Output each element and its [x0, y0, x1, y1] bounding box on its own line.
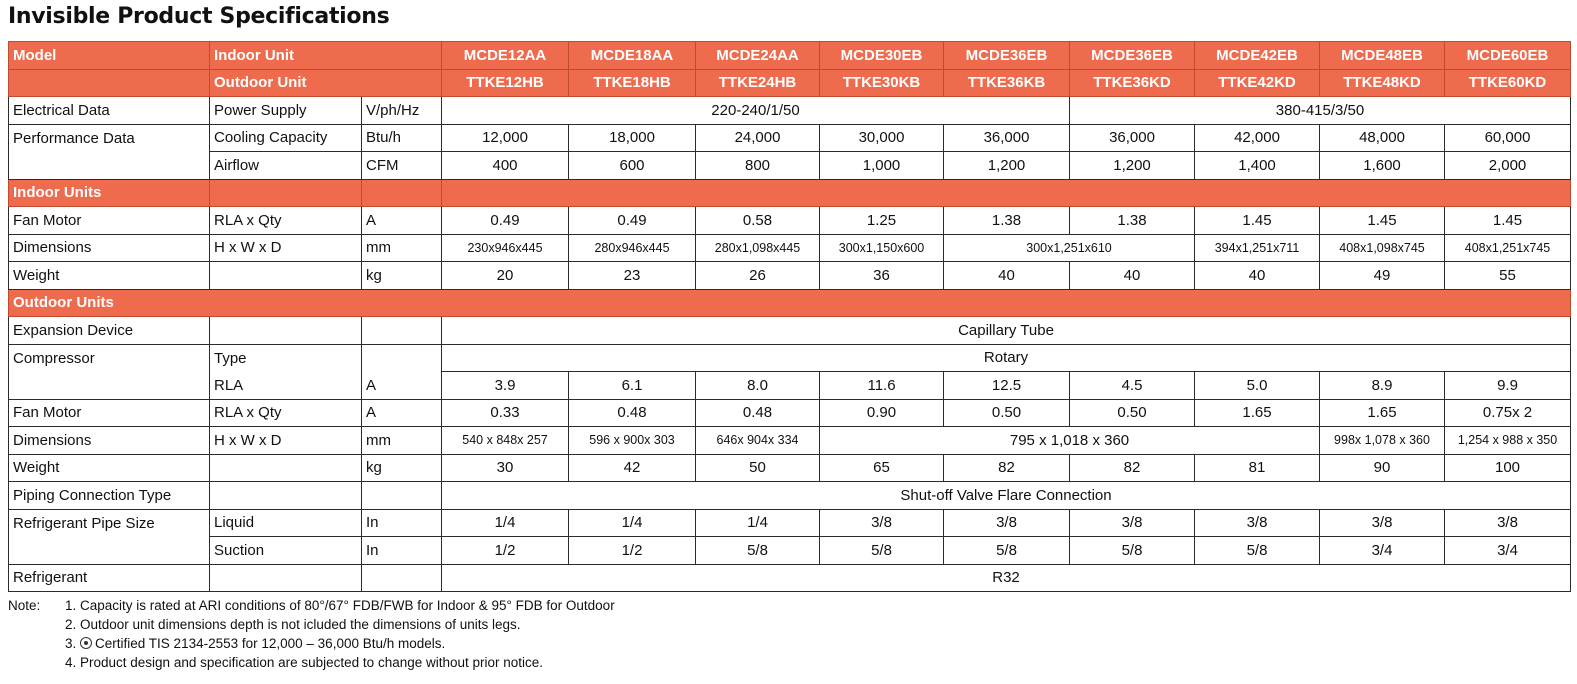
- table-cell: 408x1,098x745: [1320, 234, 1445, 262]
- table-cell: 1,000: [820, 152, 944, 180]
- table-cell: 230x946x445: [442, 234, 569, 262]
- section-header-indoor: [9, 179, 1571, 207]
- row-param-blank: [210, 454, 362, 482]
- table-cell: 540 x 848x 257: [442, 427, 569, 455]
- section-blank: [442, 179, 1571, 207]
- indoor-model: MCDE36EB: [1070, 42, 1195, 70]
- table-cell: 26: [696, 262, 820, 290]
- table-cell: 0.75x 2: [1445, 399, 1571, 427]
- table-cell: 1,200: [1070, 152, 1195, 180]
- row-unit: In: [362, 509, 442, 537]
- row-unit: V/ph/Hz: [362, 97, 442, 125]
- table-cell: 0.48: [696, 399, 820, 427]
- table-cell: 280x946x445: [569, 234, 696, 262]
- table-cell: 394x1,251x711: [1195, 234, 1320, 262]
- table-cell: 3/8: [1195, 509, 1320, 537]
- indoor-model: MCDE42EB: [1195, 42, 1320, 70]
- outdoor-unit-label: Outdoor Unit: [210, 69, 442, 97]
- row-param: Cooling Capacity: [210, 124, 362, 152]
- row-label: Refrigerant: [9, 564, 210, 592]
- table-cell: 0.49: [442, 207, 569, 235]
- table-cell: 1.25: [820, 207, 944, 235]
- table-cell: 20: [442, 262, 569, 290]
- table-cell: 1.45: [1445, 207, 1571, 235]
- row-param-blank: [210, 482, 362, 510]
- table-cell: 1.38: [1070, 207, 1195, 235]
- row-label: Electrical Data: [9, 97, 210, 125]
- notes: [8, 596, 615, 672]
- table-cell: 0.33: [442, 399, 569, 427]
- row-unit: In: [362, 537, 442, 565]
- table-cell: 9.9: [1445, 372, 1571, 400]
- indoor-unit-label: Indoor Unit: [210, 42, 442, 70]
- table-cell: 380-415/3/50: [1070, 97, 1571, 125]
- table-cell: 30,000: [820, 124, 944, 152]
- table-cell: 300x1,150x600: [820, 234, 944, 262]
- spec-table: [8, 41, 1571, 592]
- row-param: Liquid: [210, 509, 362, 537]
- table-cell: Capillary Tube: [442, 317, 1571, 345]
- table-cell: 60,000: [1445, 124, 1571, 152]
- table-cell: 5/8: [1195, 537, 1320, 565]
- table-cell: 12,000: [442, 124, 569, 152]
- model-label-blank: [9, 69, 210, 97]
- row-param-blank: [210, 262, 362, 290]
- table-cell: 8.9: [1320, 372, 1445, 400]
- table-cell: 82: [944, 454, 1070, 482]
- table-cell: 82: [1070, 454, 1195, 482]
- row-unit: A: [362, 399, 442, 427]
- outdoor-model: TTKE60KD: [1445, 69, 1571, 97]
- table-cell: 24,000: [696, 124, 820, 152]
- table-cell: 646x 904x 334: [696, 427, 820, 455]
- note-number: 3.: [65, 636, 77, 651]
- table-row: [9, 262, 1571, 290]
- table-cell: 300x1,251x610: [944, 234, 1195, 262]
- table-cell: 3/8: [820, 509, 944, 537]
- table-cell: Shut-off Valve Flare Connection: [442, 482, 1571, 510]
- row-param: H x W x D: [210, 427, 362, 455]
- row-unit: A: [362, 372, 442, 400]
- indoor-model: MCDE60EB: [1445, 42, 1571, 70]
- table-cell: 36,000: [1070, 124, 1195, 152]
- row-unit: Btu/h: [362, 124, 442, 152]
- table-cell: 3/4: [1320, 537, 1445, 565]
- row-param: RLA x Qty: [210, 207, 362, 235]
- row-unit: mm: [362, 234, 442, 262]
- note-item: 1. Capacity is rated at ARI conditions of 80°/67° FDB/FWB for Indoor & 95° FDB for Outdoor: [65, 598, 615, 613]
- table-cell: Rotary: [442, 344, 1571, 372]
- table-cell: 50: [696, 454, 820, 482]
- row-param: RLA: [210, 372, 362, 400]
- table-row: [9, 564, 1571, 592]
- row-unit-blank: [362, 482, 442, 510]
- header-row-outdoor: [9, 69, 1571, 97]
- outdoor-model: TTKE42KD: [1195, 69, 1320, 97]
- table-cell: 596 x 900x 303: [569, 427, 696, 455]
- table-row: [9, 344, 1571, 372]
- row-label: Dimensions: [9, 427, 210, 455]
- table-cell: 0.58: [696, 207, 820, 235]
- row-param-blank: [210, 317, 362, 345]
- row-unit: kg: [362, 454, 442, 482]
- outdoor-model: TTKE18HB: [569, 69, 696, 97]
- section-title: Outdoor Units: [9, 289, 1571, 317]
- row-param-blank: [210, 564, 362, 592]
- notes-label: Note:: [8, 598, 41, 613]
- table-cell: 400: [442, 152, 569, 180]
- table-cell: 11.6: [820, 372, 944, 400]
- row-unit: A: [362, 207, 442, 235]
- table-cell: 1/4: [569, 509, 696, 537]
- table-cell: 30: [442, 454, 569, 482]
- table-row: [9, 152, 1571, 180]
- table-cell: 600: [569, 152, 696, 180]
- table-cell: 5/8: [820, 537, 944, 565]
- row-label-blank: [9, 372, 210, 400]
- row-label: Compressor: [9, 344, 210, 372]
- row-unit-blank: [362, 317, 442, 345]
- table-cell: 795 x 1,018 x 360: [820, 427, 1320, 455]
- note-item: 4. Product design and specification are subjected to change without prior notice.: [65, 655, 544, 670]
- table-cell: 1/2: [569, 537, 696, 565]
- table-cell: 3.9: [442, 372, 569, 400]
- table-cell: 2,000: [1445, 152, 1571, 180]
- outdoor-model: TTKE30KB: [820, 69, 944, 97]
- table-cell: 3/8: [1070, 509, 1195, 537]
- certification-mark-icon: [80, 637, 92, 649]
- section-header-outdoor: [9, 289, 1571, 317]
- table-cell: 18,000: [569, 124, 696, 152]
- table-row: [9, 537, 1571, 565]
- table-cell: 0.50: [944, 399, 1070, 427]
- table-cell: 55: [1445, 262, 1571, 290]
- outdoor-model: TTKE36KD: [1070, 69, 1195, 97]
- table-cell: 1,400: [1195, 152, 1320, 180]
- outdoor-model: TTKE48KD: [1320, 69, 1445, 97]
- section-blank: [210, 179, 362, 207]
- table-cell: 0.50: [1070, 399, 1195, 427]
- table-cell: 49: [1320, 262, 1445, 290]
- row-label: Piping Connection Type: [9, 482, 210, 510]
- row-label-blank: [9, 537, 210, 565]
- outdoor-model: TTKE24HB: [696, 69, 820, 97]
- table-cell: 6.1: [569, 372, 696, 400]
- table-cell: 5/8: [696, 537, 820, 565]
- indoor-model: MCDE18AA: [569, 42, 696, 70]
- table-cell: 3/8: [1445, 509, 1571, 537]
- section-blank: [362, 179, 442, 207]
- table-cell: 5.0: [1195, 372, 1320, 400]
- outdoor-model: TTKE12HB: [442, 69, 569, 97]
- table-cell: 8.0: [696, 372, 820, 400]
- indoor-model: MCDE36EB: [944, 42, 1070, 70]
- table-cell: 65: [820, 454, 944, 482]
- table-row: [9, 509, 1571, 537]
- row-label: Performance Data: [9, 124, 210, 152]
- table-cell: 280x1,098x445: [696, 234, 820, 262]
- page-title: Invisible Product Specifications: [8, 4, 390, 29]
- table-cell: 220-240/1/50: [442, 97, 1070, 125]
- outdoor-model: TTKE36KB: [944, 69, 1070, 97]
- table-row: [9, 454, 1571, 482]
- note-text: Certified TIS 2134-2553 for 12,000 – 36,000 Btu/h models.: [95, 636, 446, 651]
- table-row: [9, 317, 1571, 345]
- table-row: [9, 207, 1571, 235]
- table-row: [9, 124, 1571, 152]
- table-cell: 100: [1445, 454, 1571, 482]
- row-unit: mm: [362, 427, 442, 455]
- table-cell: 23: [569, 262, 696, 290]
- table-cell: 1/2: [442, 537, 569, 565]
- table-cell: 1.45: [1195, 207, 1320, 235]
- model-label: Model: [9, 42, 210, 70]
- table-cell: 42: [569, 454, 696, 482]
- table-row: [9, 482, 1571, 510]
- table-row: [9, 372, 1571, 400]
- table-cell: 1.65: [1195, 399, 1320, 427]
- row-param: Airflow: [210, 152, 362, 180]
- table-cell: 81: [1195, 454, 1320, 482]
- table-cell: 40: [1070, 262, 1195, 290]
- table-row: [9, 399, 1571, 427]
- table-cell: 5/8: [944, 537, 1070, 565]
- row-label: Weight: [9, 454, 210, 482]
- row-unit-blank: [362, 564, 442, 592]
- table-cell: 800: [696, 152, 820, 180]
- table-cell: 4.5: [1070, 372, 1195, 400]
- row-label: Refrigerant Pipe Size: [9, 509, 210, 537]
- table-cell: 3/8: [1320, 509, 1445, 537]
- table-cell: 1/4: [442, 509, 569, 537]
- row-param: RLA x Qty: [210, 399, 362, 427]
- row-unit-blank: [362, 344, 442, 372]
- table-cell: 36,000: [944, 124, 1070, 152]
- row-unit: kg: [362, 262, 442, 290]
- section-title: Indoor Units: [9, 179, 210, 207]
- table-cell: 1.38: [944, 207, 1070, 235]
- row-label: Fan Motor: [9, 207, 210, 235]
- table-cell: 998x 1,078 x 360: [1320, 427, 1445, 455]
- table-cell: 0.49: [569, 207, 696, 235]
- row-param: Type: [210, 344, 362, 372]
- table-cell: 1/4: [696, 509, 820, 537]
- table-cell: 1.45: [1320, 207, 1445, 235]
- table-cell: 40: [944, 262, 1070, 290]
- table-cell: R32: [442, 564, 1571, 592]
- table-cell: 42,000: [1195, 124, 1320, 152]
- table-cell: 12.5: [944, 372, 1070, 400]
- row-unit: CFM: [362, 152, 442, 180]
- header-row-indoor: [9, 42, 1571, 70]
- note-item: [65, 634, 615, 653]
- note-item: 2. Outdoor unit dimensions depth is not icluded the dimensions of units legs.: [65, 617, 521, 632]
- row-label: Expansion Device: [9, 317, 210, 345]
- row-param: Suction: [210, 537, 362, 565]
- table-cell: 40: [1195, 262, 1320, 290]
- table-cell: 1,254 x 988 x 350: [1445, 427, 1571, 455]
- indoor-model: MCDE30EB: [820, 42, 944, 70]
- table-cell: 408x1,251x745: [1445, 234, 1571, 262]
- table-cell: 1.65: [1320, 399, 1445, 427]
- table-cell: 5/8: [1070, 537, 1195, 565]
- table-cell: 1,200: [944, 152, 1070, 180]
- indoor-model: MCDE48EB: [1320, 42, 1445, 70]
- row-label: Weight: [9, 262, 210, 290]
- table-cell: 0.90: [820, 399, 944, 427]
- table-cell: 3/8: [944, 509, 1070, 537]
- table-cell: 48,000: [1320, 124, 1445, 152]
- table-row: [9, 234, 1571, 262]
- table-cell: 90: [1320, 454, 1445, 482]
- row-label: Dimensions: [9, 234, 210, 262]
- table-row: [9, 97, 1571, 125]
- row-param: H x W x D: [210, 234, 362, 262]
- indoor-model: MCDE24AA: [696, 42, 820, 70]
- row-param: Power Supply: [210, 97, 362, 125]
- table-cell: 1,600: [1320, 152, 1445, 180]
- table-cell: 0.48: [569, 399, 696, 427]
- table-cell: 3/4: [1445, 537, 1571, 565]
- table-cell: 36: [820, 262, 944, 290]
- row-label-blank: [9, 152, 210, 180]
- indoor-model: MCDE12AA: [442, 42, 569, 70]
- table-row: [9, 427, 1571, 455]
- row-label: Fan Motor: [9, 399, 210, 427]
